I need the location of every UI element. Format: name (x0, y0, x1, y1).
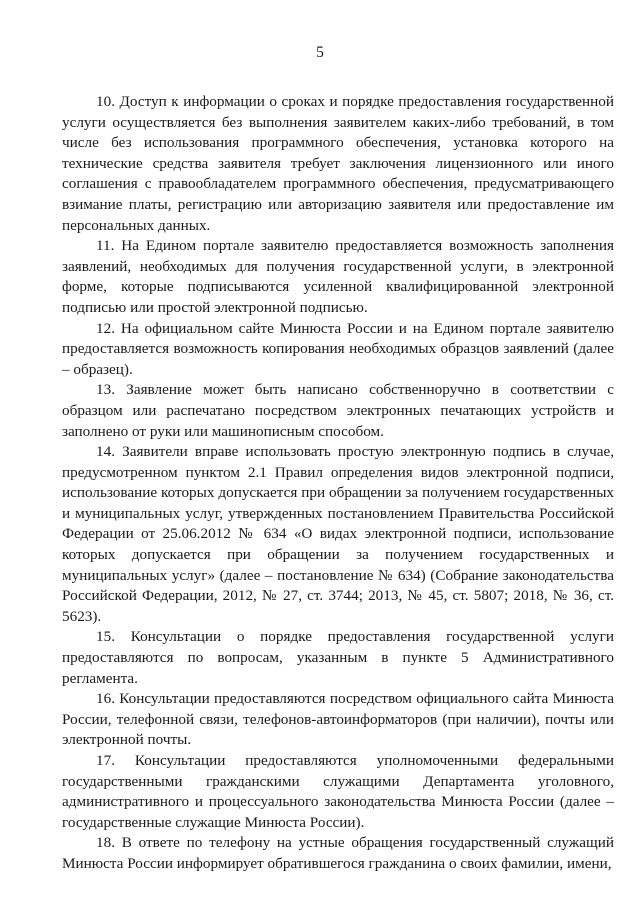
document-body (62, 92, 614, 875)
page-number: 5 (316, 44, 324, 61)
paragraph-17: 17. Консультации предоставляются уполномоченными федеральными государственными гражданскими служащими Департамента уголовного, административного и процессуального законодательства Минюста России (далее – государственные служащие Минюста России). (62, 752, 614, 831)
paragraph-15: 15. Консультации о порядке предоставления государственной услуги предоставляются по вопросам, указанным в пункте 5 Административного регламента. (62, 628, 614, 687)
paragraph-18: 18. В ответе по телефону на устные обращения государственный служащий Минюста России информирует обратившегося гражданина о своих фамилии, имени, (62, 834, 614, 872)
paragraph-16: 16. Консультации предоставляются посредством официального сайта Минюста России, телефонной связи, телефонов-автоинформаторов (при наличии), почты или электронной почты. (62, 690, 614, 749)
paragraph-10: 10. Доступ к информации о сроках и порядке предоставления государственной услуги осуществляется без выполнения заявителем каких-либо требований, в том числе без использования программного обеспечения, установка которого на технические средства заявителя требует заключения лицензионного или иного соглашения с правообладателем программного обеспечения, предусматривающего взимание платы, регистрацию или авторизацию заявителя или предоставление им персональных данных. (62, 93, 614, 234)
paragraph-13: 13. Заявление может быть написано собственноручно в соответствии с образцом или распечатано посредством электронных печатающих устройств и заполнено от руки или машинописным способом. (62, 381, 614, 440)
paragraph-12: 12. На официальном сайте Минюста России и на Едином портале заявителю предоставляется возможность копирования необходимых образцов заявлений (далее – образец). (62, 319, 614, 378)
paragraph-11: 11. На Едином портале заявителю предоставляется возможность заполнения заявлений, необходимых для получения государственной услуги, в электронной форме, которые подписываются усиленной квалифицированной электронной подписью или простой электронной подписью. (62, 237, 614, 316)
paragraph-14: 14. Заявители вправе использовать простую электронную подпись в случае, предусмотренном пунктом 2.1 Правил определения видов электронной подписи, использование которых допускается при обращении за получением государственных и муниципальных услуг, утвержденных постановлением Правительства Российской Федерации от 25.06.2012 № 634 «О видах электронной подписи, использование которых допускается при обращении за получением государственных и муниципальных услуг» (далее – постановление № 634) (Собрание законодательства Российской Федерации, 2012, № 27, ст. 3744; 2013, № 45, ст. 5807; 2018, № 36, ст. 5623). (62, 443, 614, 625)
